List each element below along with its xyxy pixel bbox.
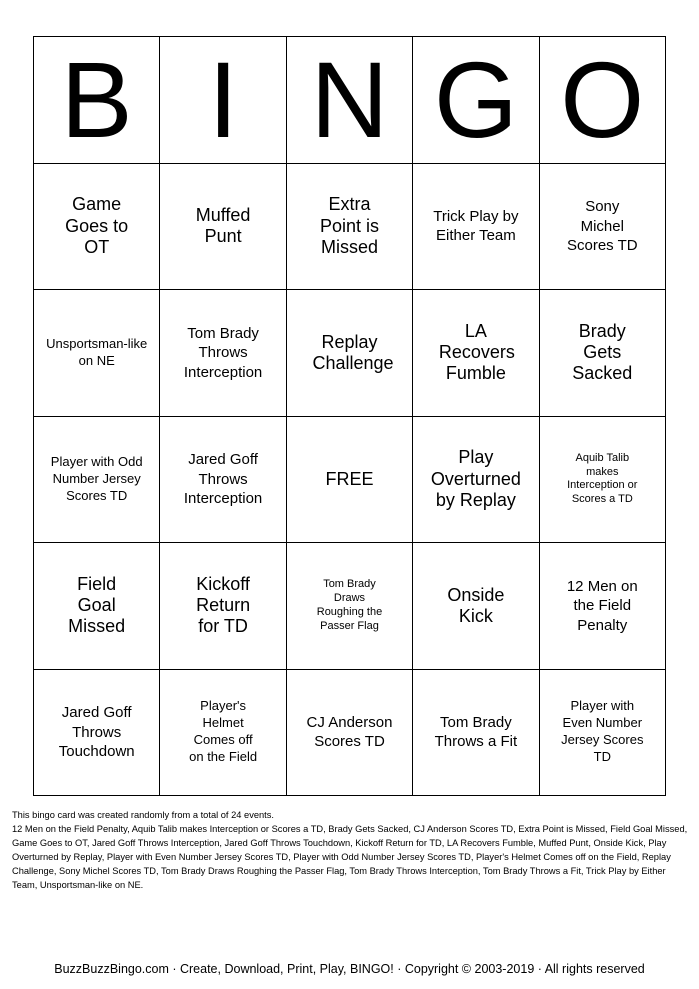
bingo-cell <box>413 670 539 797</box>
cell-text: Replay Challenge <box>312 331 394 373</box>
cell-text: Jared Goff Throws Touchdown <box>58 704 135 760</box>
bingo-cell <box>413 164 539 291</box>
cell-text: Extra Point is Missed <box>319 194 379 257</box>
header-letter-b: B <box>34 37 160 164</box>
cell-text: 12 Men on the Field Penalty <box>566 577 638 634</box>
cell-text: Player with Odd Number Jersey Scores TD <box>50 453 143 503</box>
bingo-cell <box>34 543 160 670</box>
cell-text: FREE <box>325 468 374 489</box>
bingo-cell-free <box>287 417 413 544</box>
cell-text: Muffed Punt <box>195 205 251 247</box>
header-letter-n: N <box>287 37 413 164</box>
cell-text: Play Overturned by Replay <box>430 447 521 510</box>
cell-text: Brady Gets Sacked <box>572 320 633 384</box>
bingo-cell <box>540 164 666 291</box>
bingo-cell <box>287 164 413 291</box>
cell-text: Player's Helmet Comes off on the Field <box>189 698 258 765</box>
cell-text: Game Goes to OT <box>65 194 129 257</box>
bingo-cell <box>540 290 666 417</box>
cell-text: Aquib Talib makes Interception or Scores a TD <box>567 451 638 505</box>
bingo-cell <box>287 670 413 797</box>
cell-text: Field Goal Missed <box>68 573 126 637</box>
bingo-cell <box>160 670 286 797</box>
cell-text: Tom Brady Draws Roughing the Passer Flag <box>316 578 383 632</box>
cell-text: LA Recovers Fumble <box>438 320 515 384</box>
bingo-cell <box>413 543 539 670</box>
bingo-card <box>33 36 666 796</box>
bingo-cell <box>413 290 539 417</box>
bingo-cell <box>34 290 160 417</box>
cell-text: Kickoff Return for TD <box>196 573 251 637</box>
bingo-cell <box>34 164 160 291</box>
cell-text: Trick Play by Either Team <box>433 207 519 245</box>
bingo-cell <box>540 543 666 670</box>
cell-text: Player with Even Number Jersey Scores TD <box>561 698 644 765</box>
bingo-cell <box>540 417 666 544</box>
bingo-cell <box>160 290 286 417</box>
cell-text: Tom Brady Throws Interception <box>183 324 263 381</box>
bingo-cell <box>160 164 286 291</box>
header-letter-i: I <box>160 37 286 164</box>
bingo-cell <box>34 670 160 797</box>
copyright-footer: BuzzBuzzBingo.com · Create, Download, Print, Play, BINGO! · Copyright © 2003-2019 · All rights reserved <box>54 962 645 976</box>
cell-text: Onside Kick <box>447 584 505 626</box>
bingo-cell <box>34 417 160 544</box>
note-intro: This bingo card was created randomly from a total of 24 events. <box>12 810 274 820</box>
bingo-cell <box>160 543 286 670</box>
bingo-cell <box>160 417 286 544</box>
note-events: 12 Men on the Field Penalty, Aquib Talib makes Interception or Scores a TD, Brady Gets Sacked, CJ Anderson Scores TD, Extra Point is Missed, Field Goal Missed, Game Goes to OT, Jared Goff Throws Interception, Jared Goff Throws Touchdown, Kickoff Return for TD, LA Recovers Fumble, Muffed Punt, Onside Kick, Play Overturned by Replay, Player with Even Number Jersey Scores TD, Player with Odd Number Jersey Scores TD, Player's Helmet Comes off on the Field, Replay Challenge, Sony Michel Scores TD, Tom Brady Draws Roughing the Passer Flag, Tom Brady Throws Interception, Tom Brady Throws a Fit, Trick Play by Either Team, Unsportsman-like on NE. <box>12 824 688 890</box>
cell-text: Sony Michel Scores TD <box>567 198 638 254</box>
bingo-cell <box>540 670 666 797</box>
event-list-note <box>12 808 692 892</box>
bingo-cell <box>413 417 539 544</box>
cell-text: Tom Brady Throws a Fit <box>434 713 518 751</box>
header-letter-o: O <box>540 37 666 164</box>
header-letter-g: G <box>413 37 539 164</box>
bingo-cell <box>287 543 413 670</box>
bingo-cell <box>287 290 413 417</box>
cell-text: Jared Goff Throws Interception <box>183 451 263 507</box>
cell-text: Unsportsman-like on NE <box>46 335 148 368</box>
cell-text: CJ Anderson Scores TD <box>306 713 393 751</box>
